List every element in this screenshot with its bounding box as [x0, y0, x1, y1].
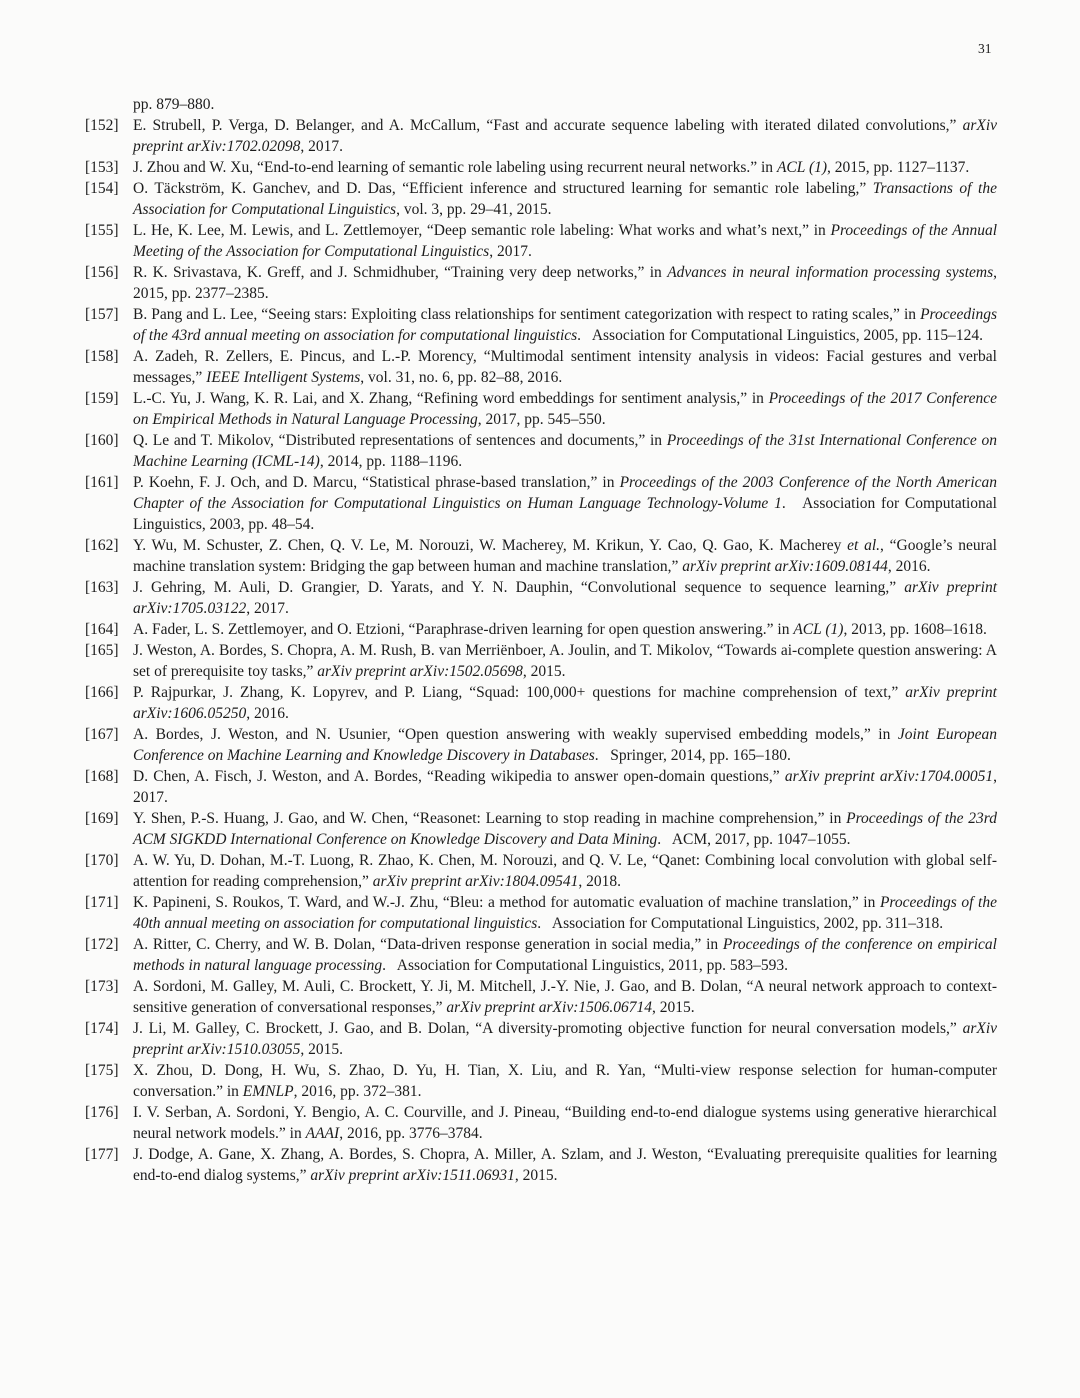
reference-label: [175]	[85, 1062, 119, 1079]
reference-text: Q. Le and T. Mikolov, “Distributed representations of sentences and documents,” in	[133, 432, 667, 449]
reference-venue-text: Joint European Conference on Machine Learning and Knowledge Discovery in Databases	[133, 726, 998, 764]
reference-venue-text: arXiv preprint arXiv:1704.00051	[784, 768, 994, 785]
reference-venue-text: IEEE Intelligent Systems	[206, 369, 361, 386]
reference-entry	[85, 262, 997, 304]
reference-text: R. K. Srivastava, K. Greff, and J. Schmidhuber, “Training very deep networks,” in	[133, 264, 668, 281]
reference-entry	[85, 1060, 997, 1102]
reference-text: . ACM, 2017, pp. 1047–1055.	[657, 831, 851, 848]
reference-venue-text: arXiv preprint arXiv:1502.05698	[317, 663, 523, 680]
reference-venue-text: arXiv preprint arXiv:1510.03055	[133, 1020, 997, 1058]
reference-label: [163]	[85, 579, 119, 596]
reference-text: P. Rajpurkar, J. Zhang, K. Lopyrev, and P. Liang, “Squad: 100,000+ questions for machine comprehension of text,”	[133, 684, 906, 701]
reference-label: [152]	[85, 117, 119, 134]
reference-text: J. Li, M. Galley, C. Brockett, J. Gao, and B. Dolan, “A diversity-promoting objective function for neural conversation models,”	[133, 1020, 963, 1037]
reference-label: [160]	[85, 432, 119, 449]
reference-entry	[85, 115, 997, 157]
reference-label: [155]	[85, 222, 119, 239]
reference-entry	[85, 346, 997, 388]
reference-text: O. Täckström, K. Ganchev, and D. Das, “Efficient inference and structured learning for semantic role labeling,”	[133, 180, 873, 197]
reference-label: [158]	[85, 348, 119, 365]
reference-entry	[85, 850, 997, 892]
reference-entry	[85, 430, 997, 472]
page-number: 31	[978, 41, 992, 56]
reference-entry	[85, 1144, 997, 1186]
reference-entry	[85, 1018, 997, 1060]
reference-label: [171]	[85, 894, 119, 911]
reference-venue-text: arXiv preprint arXiv:1506.06714	[446, 999, 652, 1016]
references-section	[85, 94, 997, 1186]
reference-label: [173]	[85, 978, 119, 995]
reference-label: [166]	[85, 684, 119, 701]
reference-text: B. Pang and L. Lee, “Seeing stars: Exploiting class relationships for sentiment categorization with respect to rating scales,” in	[133, 306, 921, 323]
reference-label: [169]	[85, 810, 119, 827]
reference-entry	[85, 640, 997, 682]
reference-venue-text: Proceedings of the 43rd annual meeting on association for computational linguistics	[133, 306, 997, 344]
reference-entry	[85, 388, 997, 430]
reference-venue-text: Transactions of the Association for Computational Linguistics	[133, 180, 997, 218]
reference-text: , 2016.	[887, 558, 931, 575]
reference-text: , 2014, pp. 1188–1196.	[319, 453, 463, 470]
reference-text: A. Bordes, J. Weston, and N. Usunier, “Open question answering with weakly supervised embedding models,” in	[133, 726, 898, 743]
reference-text: , 2017, pp. 545–550.	[477, 411, 606, 428]
reference-text: . Association for Computational Linguistics, 2011, pp. 583–593.	[382, 957, 788, 974]
reference-text: P. Koehn, F. J. Och, and D. Marcu, “Statistical phrase-based translation,” in	[133, 474, 620, 491]
reference-label: [154]	[85, 180, 119, 197]
reference-venue-text: arXiv preprint arXiv:1702.02098	[133, 117, 997, 155]
reference-venue-text: Advances in neural information processing systems	[667, 264, 994, 281]
reference-label: [162]	[85, 537, 119, 554]
reference-venue-text: arXiv preprint arXiv:1511.06931	[310, 1167, 515, 1184]
reference-label: [157]	[85, 306, 119, 323]
reference-entry	[85, 682, 997, 724]
reference-text: J. Weston, A. Bordes, S. Chopra, A. M. Rush, B. van Merriënboer, A. Joulin, and T. Mikolov, “Towards ai-complete question answering: A set of prerequisite toy tasks,”	[133, 642, 997, 680]
reference-label: [172]	[85, 936, 119, 953]
reference-label: [177]	[85, 1146, 119, 1163]
reference-venue-text: arXiv preprint arXiv:1606.05250	[133, 684, 997, 722]
reference-venue-text: arXiv preprint arXiv:1705.03122	[133, 579, 998, 617]
reference-entry	[85, 808, 997, 850]
reference-text: , 2017.	[489, 243, 532, 260]
reference-text: , 2015.	[514, 1167, 558, 1184]
reference-text: , 2013, pp. 1608–1618.	[843, 621, 987, 638]
reference-label: [159]	[85, 390, 119, 407]
reference-label: [167]	[85, 726, 119, 743]
reference-text: , 2017.	[133, 768, 998, 806]
reference-entry	[85, 157, 997, 178]
reference-text: L.-C. Yu, J. Wang, K. R. Lai, and X. Zhang, “Refining word embeddings for sentiment analysis,” in	[133, 390, 769, 407]
reference-venue-text: arXiv preprint arXiv:1609.08144	[682, 558, 888, 575]
reference-text: A. W. Yu, D. Dohan, M.-T. Luong, R. Zhao, K. Chen, M. Norouzi, and Q. V. Le, “Qanet: Combining local convolution with global self-attention for reading comprehension,”	[133, 852, 997, 890]
reference-venue-text: EMNLP	[242, 1083, 294, 1100]
reference-text: D. Chen, A. Fisch, J. Weston, and A. Bordes, “Reading wikipedia to answer open-domain questions,”	[133, 768, 785, 785]
reference-text: A. Fader, L. S. Zettlemoyer, and O. Etzioni, “Paraphrase-driven learning for open question answering.” in	[133, 621, 794, 638]
reference-list	[85, 115, 997, 1186]
reference-entry	[85, 619, 997, 640]
reference-entry	[85, 304, 997, 346]
reference-label: [165]	[85, 642, 119, 659]
reference-entry	[85, 1102, 997, 1144]
reference-venue-text: ACL (1)	[793, 621, 844, 638]
reference-text: , vol. 3, pp. 29–41, 2015.	[396, 201, 552, 218]
reference-venue-text: Proceedings of the 40th annual meeting on association for computational linguistics	[133, 894, 997, 932]
reference-text: , 2015.	[300, 1041, 343, 1058]
reference-entry	[85, 892, 997, 934]
reference-label: [170]	[85, 852, 119, 869]
reference-entry	[85, 934, 997, 976]
reference-text: , 2017.	[246, 600, 289, 617]
reference-text: , 2015, pp. 1127–1137.	[827, 159, 970, 176]
reference-entry	[85, 178, 997, 220]
reference-text: , 2015.	[522, 663, 566, 680]
reference-text: Y. Wu, M. Schuster, Z. Chen, Q. V. Le, M. Norouzi, W. Macherey, M. Krikun, Y. Cao, Q. Gao, K. Macherey	[133, 537, 848, 554]
reference-venue-text: Proceedings of the 2017 Conference on Empirical Methods in Natural Language Processing	[133, 390, 997, 428]
reference-venue-text: Proceedings of the 2003 Conference of the North American Chapter of the Association for Computational Linguistics on Human Language Technology-Volume 1	[133, 474, 998, 512]
reference-text: , vol. 31, no. 6, pp. 82–88, 2016.	[360, 369, 563, 386]
reference-text: , 2017.	[300, 138, 343, 155]
reference-text: A. Ritter, C. Cherry, and W. B. Dolan, “Data-driven response generation in social media,” in	[133, 936, 723, 953]
reference-venue-text: Proceedings of the 31st International Conference on Machine Learning (ICML-14)	[133, 432, 997, 470]
reference-text: Y. Shen, P.-S. Huang, J. Gao, and W. Chen, “Reasonet: Learning to stop reading in machine comprehension,” in	[133, 810, 847, 827]
reference-label: [164]	[85, 621, 119, 638]
reference-text: , 2016, pp. 3776–3784.	[339, 1125, 483, 1142]
reference-text: , 2015, pp. 2377–2385.	[133, 264, 998, 302]
reference-entry	[85, 766, 997, 808]
reference-label: [174]	[85, 1020, 119, 1037]
reference-entry	[85, 220, 997, 262]
reference-label: [161]	[85, 474, 119, 491]
reference-text: , “Google’s neural machine translation system: Bridging the gap between human and machine translation,”	[133, 537, 997, 575]
reference-text: . Springer, 2014, pp. 165–180.	[594, 747, 791, 764]
reference-venue-text: ACL (1)	[776, 159, 828, 176]
reference-text: , 2018.	[578, 873, 622, 890]
reference-text: K. Papineni, S. Roukos, T. Ward, and W.-J. Zhu, “Bleu: a method for automatic evaluation of machine translation,” in	[133, 894, 880, 911]
reference-continuation-line: pp. 879–880.	[133, 96, 215, 113]
reference-label: [168]	[85, 768, 119, 785]
reference-venue-text: Proceedings of the conference on empirical methods in natural language processing	[133, 936, 997, 974]
reference-text: J. Zhou and W. Xu, “End-to-end learning of semantic role labeling using recurrent neural networks.” in	[133, 159, 777, 176]
reference-text: , 2016.	[246, 705, 289, 722]
reference-text: J. Gehring, M. Auli, D. Grangier, D. Yarats, and Y. N. Dauphin, “Convolutional sequence to sequence learning,”	[133, 579, 905, 596]
reference-entry	[85, 472, 997, 535]
reference-venue-text: arXiv preprint arXiv:1804.09541	[372, 873, 579, 890]
reference-text: I. V. Serban, A. Sordoni, Y. Bengio, A. C. Courville, and J. Pineau, “Building end-to-end dialogue systems using generative hierarchical neural network models.” in	[133, 1104, 997, 1142]
reference-text: X. Zhou, D. Dong, H. Wu, S. Zhao, D. Yu, H. Tian, X. Liu, and R. Yan, “Multi-view response selection for human-computer conversation.” in	[133, 1062, 997, 1100]
reference-text: . Association for Computational Linguistics, 2003, pp. 48–54.	[133, 495, 997, 533]
reference-label: [176]	[85, 1104, 119, 1121]
reference-entry	[85, 535, 997, 577]
reference-entry	[85, 577, 997, 619]
reference-text: . Association for Computational Linguistics, 2002, pp. 311–318.	[537, 915, 944, 932]
reference-entry	[85, 976, 997, 1018]
reference-text: , 2016, pp. 372–381.	[293, 1083, 422, 1100]
reference-venue-text: Proceedings of the 23rd ACM SIGKDD International Conference on Knowledge Discovery and Data Mining	[133, 810, 998, 848]
reference-label: [156]	[85, 264, 119, 281]
reference-text: . Association for Computational Linguistics, 2005, pp. 115–124.	[577, 327, 984, 344]
reference-text: A. Zadeh, R. Zellers, E. Pincus, and L.-P. Morency, “Multimodal sentiment intensity analysis in videos: Facial gestures and verbal messages,”	[133, 348, 997, 386]
reference-venue-text: AAAI	[305, 1125, 340, 1142]
reference-text: E. Strubell, P. Verga, D. Belanger, and A. McCallum, “Fast and accurate sequence labeling with iterated dilated convolutions,”	[133, 117, 963, 134]
reference-venue-text: Proceedings of the Annual Meeting of the Association for Computational Linguistics	[133, 222, 998, 260]
reference-text: L. He, K. Lee, M. Lewis, and L. Zettlemoyer, “Deep semantic role labeling: What works and what’s next,” in	[133, 222, 831, 239]
reference-entry	[85, 724, 997, 766]
reference-text: A. Sordoni, M. Galley, M. Auli, C. Brockett, Y. Ji, M. Mitchell, J.-Y. Nie, J. Gao, and B. Dolan, “A neural network approach to context-sensitive generation of conversational responses,”	[133, 978, 997, 1016]
reference-text: J. Dodge, A. Gane, X. Zhang, A. Bordes, S. Chopra, A. Miller, A. Szlam, and J. Weston, “Evaluating prerequisite qualities for learning end-to-end dialog systems,”	[133, 1146, 997, 1184]
reference-text: , 2015.	[652, 999, 695, 1016]
reference-venue-text: et al.	[847, 537, 881, 554]
reference-label: [153]	[85, 159, 119, 176]
